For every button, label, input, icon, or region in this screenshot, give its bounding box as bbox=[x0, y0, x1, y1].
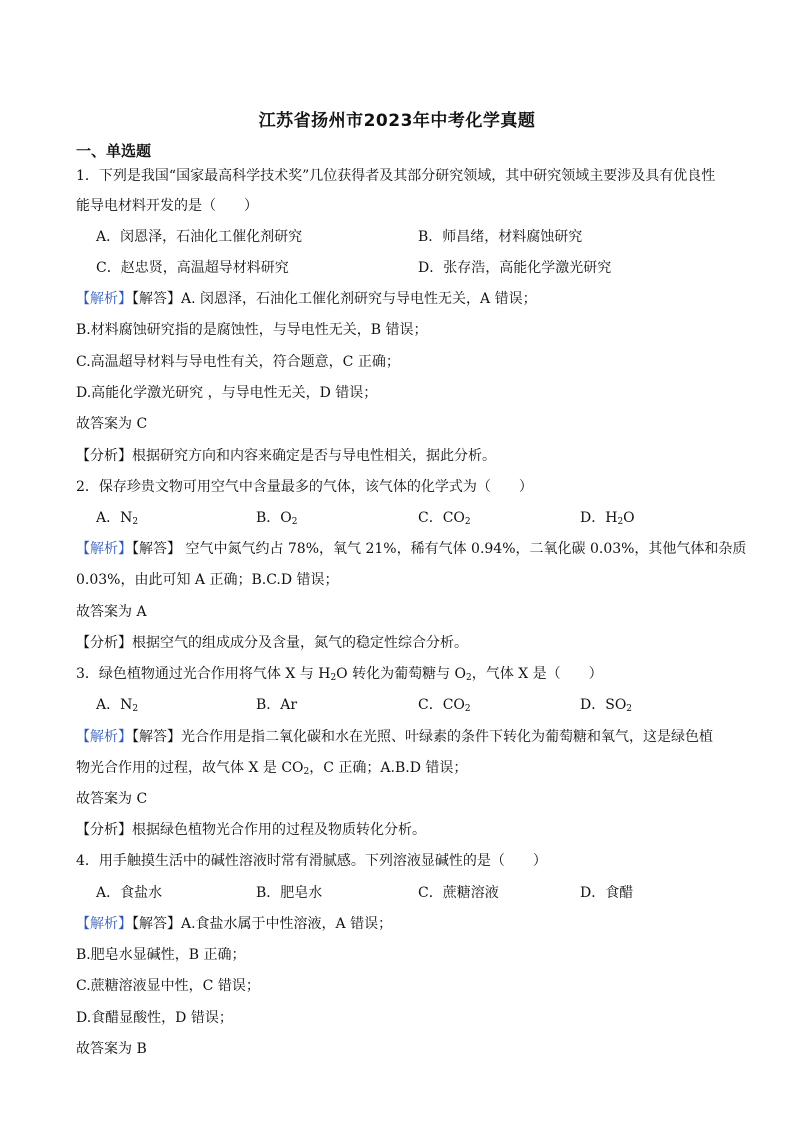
q3-stem: 3．绿色植物通过光合作用将气体 X 与 $H_2O$ 转化为葡萄糖与 $O_2$，气体 X 是（ ） bbox=[76, 666, 603, 683]
jiexi-tag: 【解析】 bbox=[76, 291, 132, 307]
q1-solution-line2: B.材料腐蚀研究指的是腐蚀性，与导电性无关，B 错误； bbox=[76, 322, 428, 338]
q2-solution-line2: 0.03%，由此可知 A 正确；B.C.D 错误； bbox=[76, 572, 339, 588]
q4-solution-text: A.食盐水属于中性溶液，A 错误； bbox=[181, 916, 393, 932]
q1-solution-line1 bbox=[76, 289, 537, 309]
q2-solution-text: 空气中氮气约占 78%，氧气 21%，稀有气体 0.94%，二氧化碳 0.03%，其他气体和杂质 bbox=[181, 541, 747, 557]
q2-option-a: A．$N_2$ bbox=[96, 510, 139, 527]
q1-stem-line2: 能导电材料开发的是（ ） bbox=[76, 198, 258, 214]
q4-solution-line1 bbox=[76, 914, 392, 934]
q3-answer: 故答案为 C bbox=[76, 791, 148, 807]
jiexi-tag: 【解析】 bbox=[76, 541, 132, 557]
q1-option-c: C．赵忠贤，高温超导材料研究 bbox=[96, 260, 289, 276]
q2-option-b: B．$O_2$ bbox=[256, 510, 298, 527]
q4-option-d: D．食醋 bbox=[580, 885, 634, 901]
q3-option-a: A．$N_2$ bbox=[96, 697, 139, 714]
page-title: 江苏省扬州市2023年中考化学真题 bbox=[258, 111, 536, 131]
q1-analysis: 【分析】根据研究方向和内容来确定是否与导电性相关，据此分析。 bbox=[76, 448, 496, 464]
q4-solution-line4: D.食醋显酸性，D 错误； bbox=[76, 1010, 233, 1026]
q1-option-a: A．闵恩泽，石油化工催化剂研究 bbox=[96, 229, 303, 245]
jiexi-tag: 【解析】 bbox=[76, 729, 132, 745]
q4-option-b: B．肥皂水 bbox=[256, 885, 323, 901]
q3-solution-line2: 物光合作用的过程，故气体 X 是 $CO_2$，C 正确；A.B.D 错误； bbox=[76, 760, 468, 777]
q4-solution-line3: C.蔗糖溶液显中性，C 错误； bbox=[76, 978, 260, 994]
q2-solution-line1 bbox=[76, 539, 746, 559]
q4-solution-line2: B.肥皂水显碱性，B 正确； bbox=[76, 947, 246, 963]
q2-option-c: C．$CO_2$ bbox=[418, 510, 471, 527]
q3-option-c: C．$CO_2$ bbox=[418, 697, 471, 714]
q2-option-d: D．$H_2O$ bbox=[580, 510, 635, 527]
q1-solution-text: A. 闵恩泽，石油化工催化剂研究与导电性无关，A 错误； bbox=[181, 291, 537, 307]
q1-stem-line1: 1．下列是我国“国家最高科学技术奖”几位获得者及其部分研究领域，其中研究领域主要涉及具有优良性 bbox=[76, 168, 716, 184]
q2-analysis: 【分析】根据空气的组成成分及含量，氮气的稳定性综合分析。 bbox=[76, 635, 468, 651]
q1-solution-line3: C.高温超导材料与导电性有关，符合题意，C 正确； bbox=[76, 354, 400, 370]
q3-solution-line1 bbox=[76, 727, 713, 747]
q4-stem: 4．用手触摸生活中的碱性溶液时常有滑腻感。下列溶液显碱性的是（ ） bbox=[76, 853, 547, 869]
q1-solution-line4: D.高能化学激光研究 ，与导电性无关，D 错误； bbox=[76, 385, 378, 401]
jieda-tag: 【解答】 bbox=[132, 541, 181, 557]
q4-option-c: C．蔗糖溶液 bbox=[418, 885, 499, 901]
jiexi-tag: 【解析】 bbox=[76, 916, 132, 932]
q1-option-d: D．张存浩，高能化学激光研究 bbox=[418, 260, 612, 276]
jieda-tag: 【解答】 bbox=[132, 291, 181, 307]
q4-answer: 故答案为 B bbox=[76, 1041, 147, 1057]
jieda-tag: 【解答】 bbox=[132, 729, 181, 745]
q3-solution-text: 光合作用是指二氧化碳和水在光照、叶绿素的条件下转化为葡萄糖和氧气，这是绿色植 bbox=[181, 729, 713, 745]
jieda-tag: 【解答】 bbox=[132, 916, 181, 932]
section-heading: 一、单选题 bbox=[76, 142, 152, 160]
q1-option-b: B．师昌绪，材料腐蚀研究 bbox=[418, 229, 583, 245]
q3-option-d: D．$SO_2$ bbox=[580, 697, 633, 714]
q2-stem: 2．保存珍贵文物可用空气中含量最多的气体，该气体的化学式为（ ） bbox=[76, 479, 533, 495]
q2-answer: 故答案为 A bbox=[76, 604, 147, 620]
q4-option-a: A．食盐水 bbox=[96, 885, 163, 901]
q3-option-b: B．Ar bbox=[256, 697, 298, 713]
q1-answer: 故答案为 C bbox=[76, 416, 148, 432]
q3-analysis: 【分析】根据绿色植物光合作用的过程及物质转化分析。 bbox=[76, 822, 426, 838]
